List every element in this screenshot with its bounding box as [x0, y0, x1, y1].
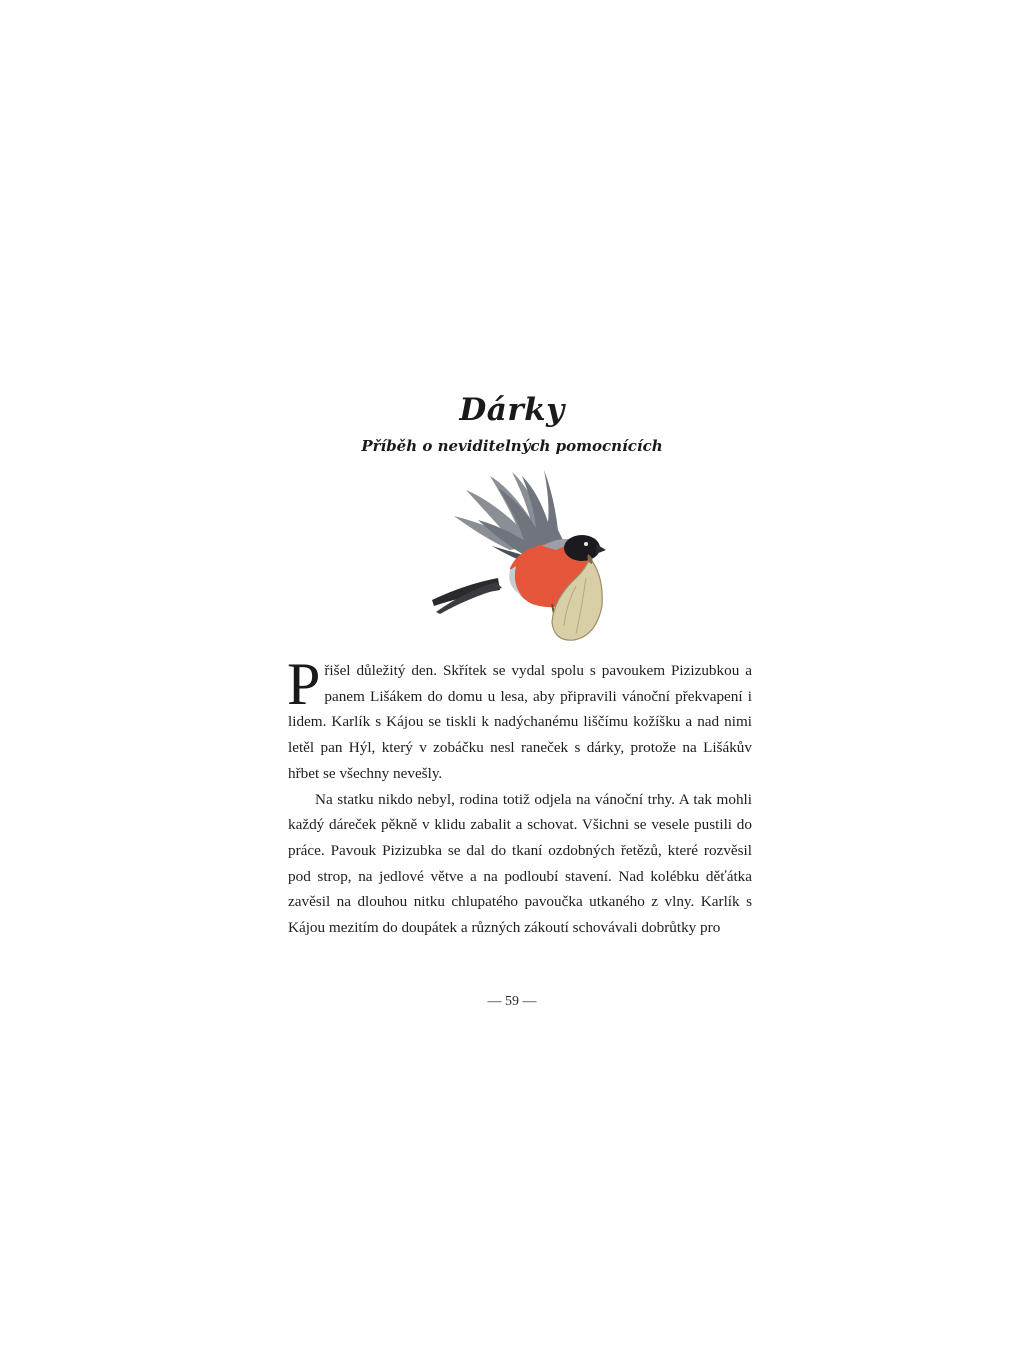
chapter-subtitle: Příběh o neviditelných pomocnících	[361, 437, 663, 455]
page-number: — 59 —	[487, 994, 537, 1009]
bullfinch-carrying-bag-icon	[426, 466, 612, 648]
story-paragraph-2: Na statku nikdo nebyl, rodina totiž odjela na vánoční trhy. A tak mohli každý dáreček pěkně v klidu zabalit a schovat. Všichni se vesele pustili do práce. Pavouk Pizizubka se dal do tkaní ozdobných řetězů, které rozvěsil pod strop, na jedlové větve a na podloubí stavení. Nad kolébku děťátka zavěsil na dlouhou nitku chlupatého pavoučka utkaného z vlny. Karlík s Kájou mezitím do doupátek a různých zákoutí schovávali dobrůtky pro	[288, 790, 752, 937]
story-text	[287, 651, 752, 941]
paragraph-1-text: řišel důležitý den. Skřítek se vydal spolu s pavoukem Pizizubkou a panem Lišákem do domu u lesa, aby připravili vánoční překvapení i lidem. Karlík s Kájou se tiskli k nadýchanému liščímu kožíšku a nad nimi letěl pan Hýl, který v zobáčku nesl raneček s dárky, protože na Lišákův hřbet se všechny nevešly.	[288, 662, 752, 782]
chapter-title: Dárky	[459, 392, 565, 428]
bird-beak	[596, 544, 606, 554]
bird-tail	[432, 578, 500, 606]
drop-cap: P	[287, 651, 321, 717]
story-paragraph-1	[287, 651, 752, 787]
bird-head	[564, 535, 600, 561]
bird-eye	[584, 542, 588, 546]
